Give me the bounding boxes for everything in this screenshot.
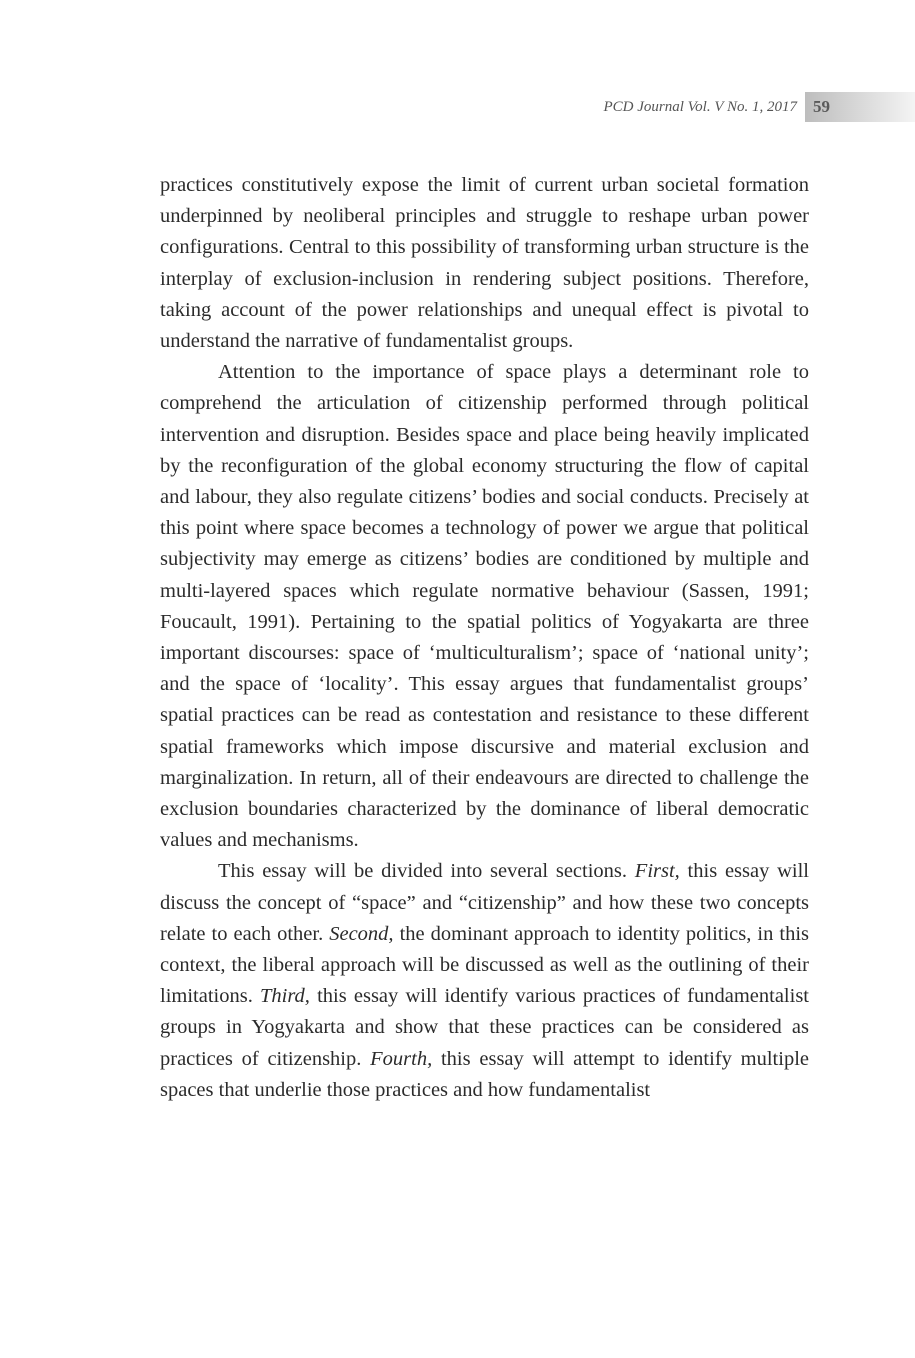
p3-third-emphasis: Third,: [259, 985, 310, 1008]
paragraph-2: Attention to the importance of space plays a determinant role to comprehend the articulation of citizenship performed through political intervention and disruption. Besides space and place being heavily implicated by the reconfiguration of the global economy structuring the flow of capital and labour, they also regulate citizens’ bodies and social conducts. Precisely at this point where space becomes a technology of power we argue that political subjectivity may emerge as citizens’ bodies are conditioned by multiple and multi-layered spaces which regulate normative behaviour (Sassen, 1991; Foucault, 1991). Pertaining to the spatial politics of Yogyakarta are three important discourses: space of ‘multiculturalism’; space of ‘national unity’; and the space of ‘locality’. This essay argues that fundamentalist groups’ spatial practices can be read as contestation and resistance to these different spatial frameworks which impose discursive and material exclusion and marginalization. In return, all of their endeavours are directed to challenge the exclusion boundaries characterized by the dominance of liberal democratic values and mechanisms.: [160, 361, 809, 852]
p3-text-4: this essay will identify various practices of fundamentalist groups in Yogyakarta and show that these practices can be considered as practices of citizenship.: [160, 985, 809, 1070]
journal-title: PCD Journal Vol. V No. 1, 2017: [603, 98, 797, 115]
p3-text-1: This essay will be divided into several sections.: [218, 860, 635, 883]
p3-second-emphasis: Second,: [329, 922, 394, 945]
p3-text-5: this essay will attempt to identify multiple spaces that underlie those practices and how fundamentalist: [160, 1047, 809, 1101]
p3-text-3: the dominant approach to identity politics, in this context, the liberal approach will be discussed as well as the outlining of their limitations.: [160, 922, 809, 1008]
body-text: [160, 170, 809, 1106]
running-header: [604, 92, 915, 122]
p3-text-2: this essay will discuss the concept of “space” and “citizenship” and how these two concepts relate to each other.: [160, 860, 809, 945]
page-number: 59: [805, 92, 915, 122]
paragraph-1: practices constitutively expose the limit of current urban societal formation underpinned by neoliberal principles and struggle to reshape urban power configurations. Central to this possibility of transforming urban structure is the interplay of exclusion-inclusion in rendering subject positions. Therefore, taking account of the power relationships and unequal effect is pivotal to understand the narrative of fundamentalist groups.: [160, 174, 809, 353]
paragraph-3: [160, 856, 809, 1106]
p3-fourth-emphasis: Fourth,: [370, 1047, 433, 1070]
p3-first-emphasis: First,: [634, 860, 680, 883]
